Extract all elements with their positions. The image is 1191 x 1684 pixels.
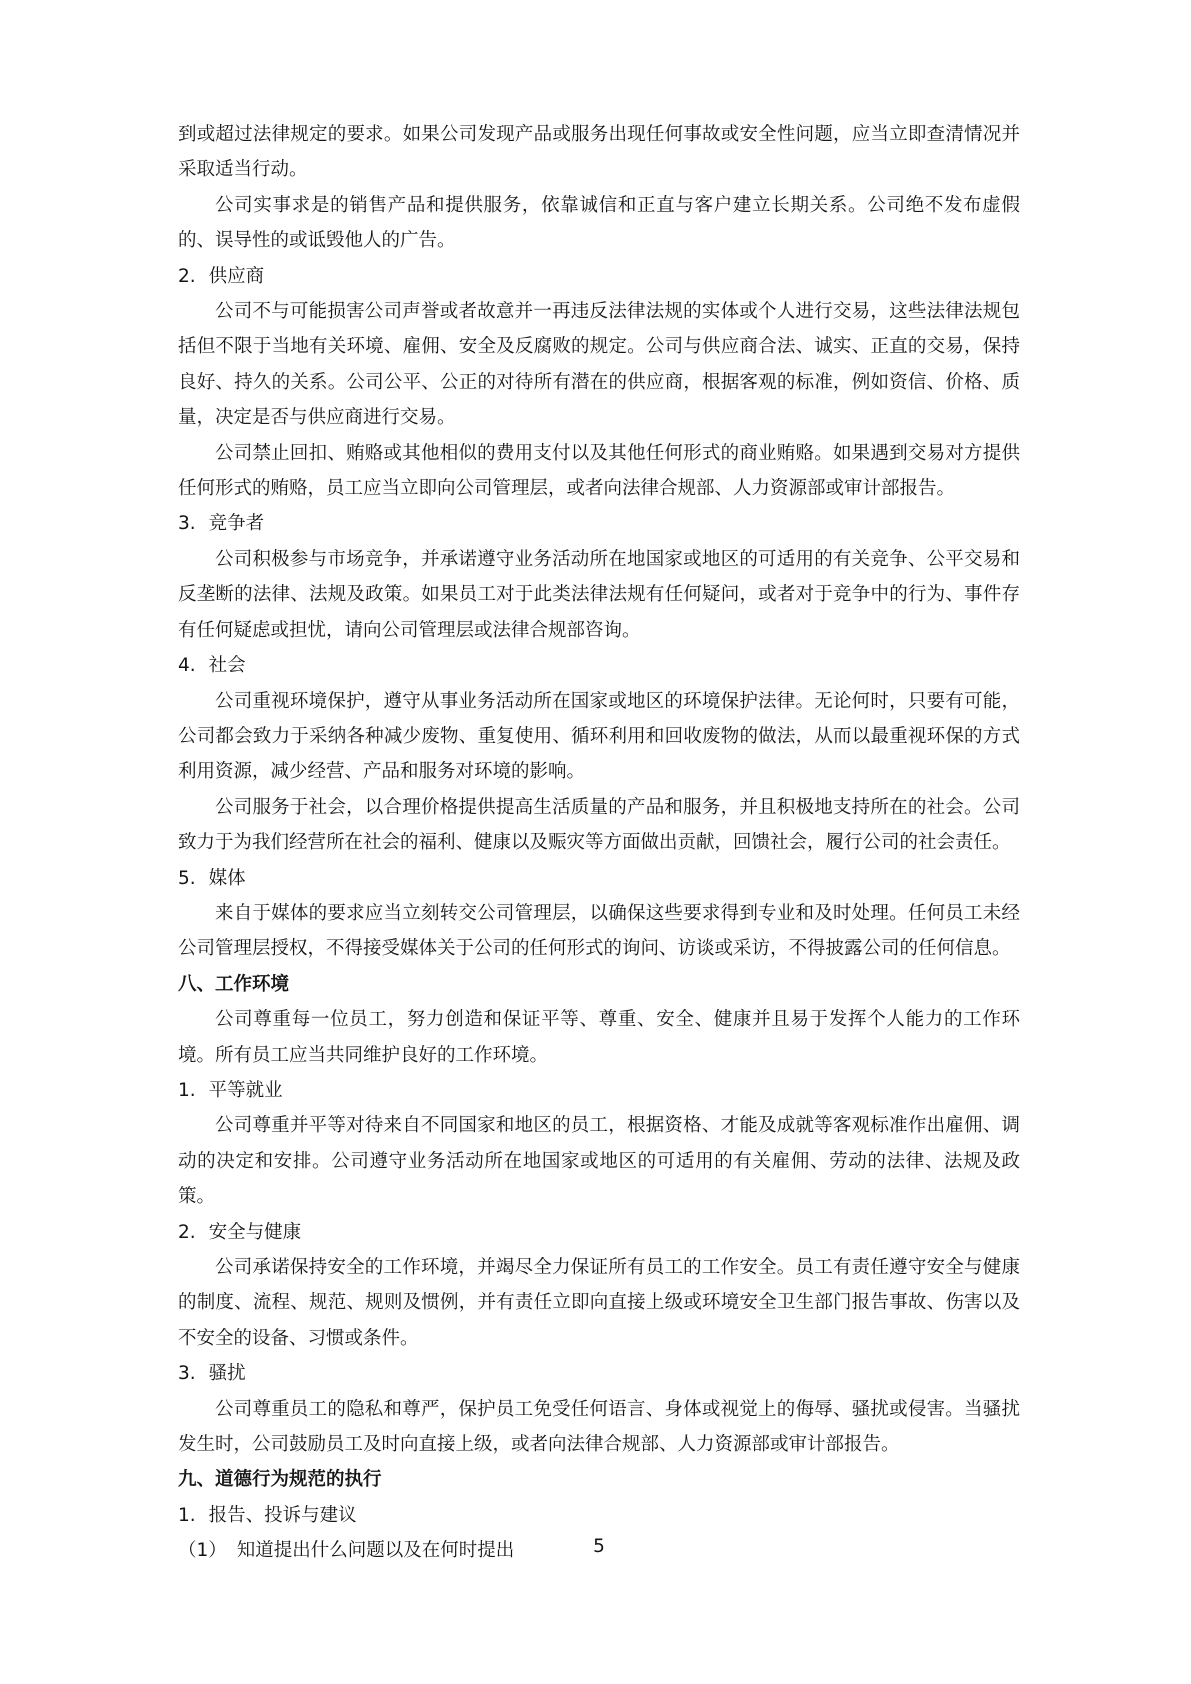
list-item (178, 648, 1020, 683)
list-item (178, 1073, 1020, 1108)
list-item-label: 骚扰 (208, 1363, 246, 1385)
paragraph: 公司不与可能损害公司声誉或者故意并一再违反法律法规的实体或个人进行交易，这些法律法规包括但不限于当地有关环境、雇佣、安全及反腐败的规定。公司与供应商合法、诚实、正直的交易，保持良好、持久的关系。公司公平、公正的对待所有潜在的供应商，根据客观的标准，例如资信、价格、质量，决定是否与供应商进行交易。 (178, 301, 1020, 429)
paragraph: 公司尊重并平等对待来自不同国家和地区的员工，根据资格、才能及成就等客观标准作出雇佣、调动的决定和安排。公司遵守业务活动所在地国家或地区的可适用的有关雇佣、劳动的法律、法规及政策。 (178, 1115, 1020, 1208)
list-item-number: 5. (178, 867, 196, 889)
paragraph: 公司积极参与市场竞争，并承诺遵守业务活动所在地国家或地区的可适用的有关竞争、公平交易和反垄断的法律、法规及政策。如果员工对于此类法律法规有任何疑问，或者对于竞争中的行为、事件存有任何疑虑或担忧，请向公司管理层或法律合规部咨询。 (178, 548, 1020, 641)
list-item (178, 861, 1020, 896)
list-item-label: 社会 (208, 655, 246, 677)
list-item-label: 平等就业 (208, 1079, 283, 1101)
sub-list-item-label: 知道提出什么问题以及在何时提出 (236, 1540, 515, 1562)
continuation-paragraph: 到或超过法律规定的要求。如果公司发现产品或服务出现任何事故或安全性问题，应当立即查清情况并采取适当行动。 (178, 124, 1020, 181)
list-item-number: 1. (178, 1079, 196, 1101)
list-item (178, 1498, 1020, 1533)
list-item (178, 1215, 1020, 1250)
paragraph: 公司禁止回扣、贿赂或其他相似的费用支付以及其他任何形式的商业贿赂。如果遇到交易对方提供任何形式的贿赂，员工应当立即向公司管理层，或者向法律合规部、人力资源部或审计部报告。 (178, 442, 1020, 500)
list-item-number: 3. (178, 513, 196, 535)
list-item-number: 4. (178, 655, 196, 677)
section-heading: 八、工作环境 (178, 973, 290, 995)
list-item-label: 媒体 (208, 867, 246, 889)
paragraph: 公司承诺保持安全的工作环境，并竭尽全力保证所有员工的工作安全。员工有责任遵守安全与健康的制度、流程、规范、规则及惯例，并有责任立即向直接上级或环境安全卫生部门报告事故、伤害以及不安全的设备、习惯或条件。 (178, 1257, 1020, 1349)
list-item-label: 竞争者 (208, 513, 265, 535)
paragraph: 来自于媒体的要求应当立刻转交公司管理层，以确保这些要求得到专业和及时处理。任何员工未经公司管理层授权，不得接受媒体关于公司的任何形式的询问、访谈或采访，不得披露公司的任何信息。 (178, 902, 1020, 960)
list-item-label: 供应商 (208, 265, 265, 287)
page-number: 5 (593, 1536, 605, 1557)
list-item-label: 报告、投诉与建议 (208, 1504, 357, 1526)
paragraph: 公司尊重每一位员工，努力创造和保证平等、尊重、安全、健康并且易于发挥个人能力的工作环境。所有员工应当共同维护良好的工作环境。 (178, 1009, 1020, 1066)
section-heading: 九、道德行为规范的执行 (178, 1469, 382, 1491)
list-item (178, 506, 1020, 541)
list-item-number: 2. (178, 1221, 196, 1243)
list-item-number: 2. (178, 265, 196, 287)
list-item-label: 安全与健康 (208, 1221, 302, 1243)
list-item-number: 1. (178, 1504, 196, 1526)
paragraph: 公司服务于社会，以合理价格提供提高生活质量的产品和服务，并且积极地支持所在的社会。公司致力于为我们经营所在社会的福利、健康以及赈灾等方面做出贡献，回馈社会，履行公司的社会责任。 (178, 796, 1020, 854)
paragraph: 公司实事求是的销售产品和提供服务，依靠诚信和正直与客户建立长期关系。公司绝不发布虚假的、误导性的或诋毁他人的广告。 (178, 194, 1020, 252)
sub-list-item-number: （1） (178, 1540, 227, 1562)
document-content (178, 117, 1020, 1569)
paragraph: 公司重视环境保护，遵守从事业务活动所在国家或地区的环境保护法律。无论何时，只要有可能，公司都会致力于采纳各种减少废物、重复使用、循环利用和回收废物的做法，从而以最重视环保的方式利用资源，减少经营、产品和服务对环境的影响。 (178, 690, 1020, 783)
list-item (178, 259, 1020, 294)
paragraph: 公司尊重员工的隐私和尊严，保护员工免受任何语言、身体或视觉上的侮辱、骚扰或侵害。当骚扰发生时，公司鼓励员工及时向直接上级，或者向法律合规部、人力资源部或审计部报告。 (178, 1398, 1020, 1456)
list-item-number: 3. (178, 1363, 196, 1385)
list-item (178, 1356, 1020, 1391)
